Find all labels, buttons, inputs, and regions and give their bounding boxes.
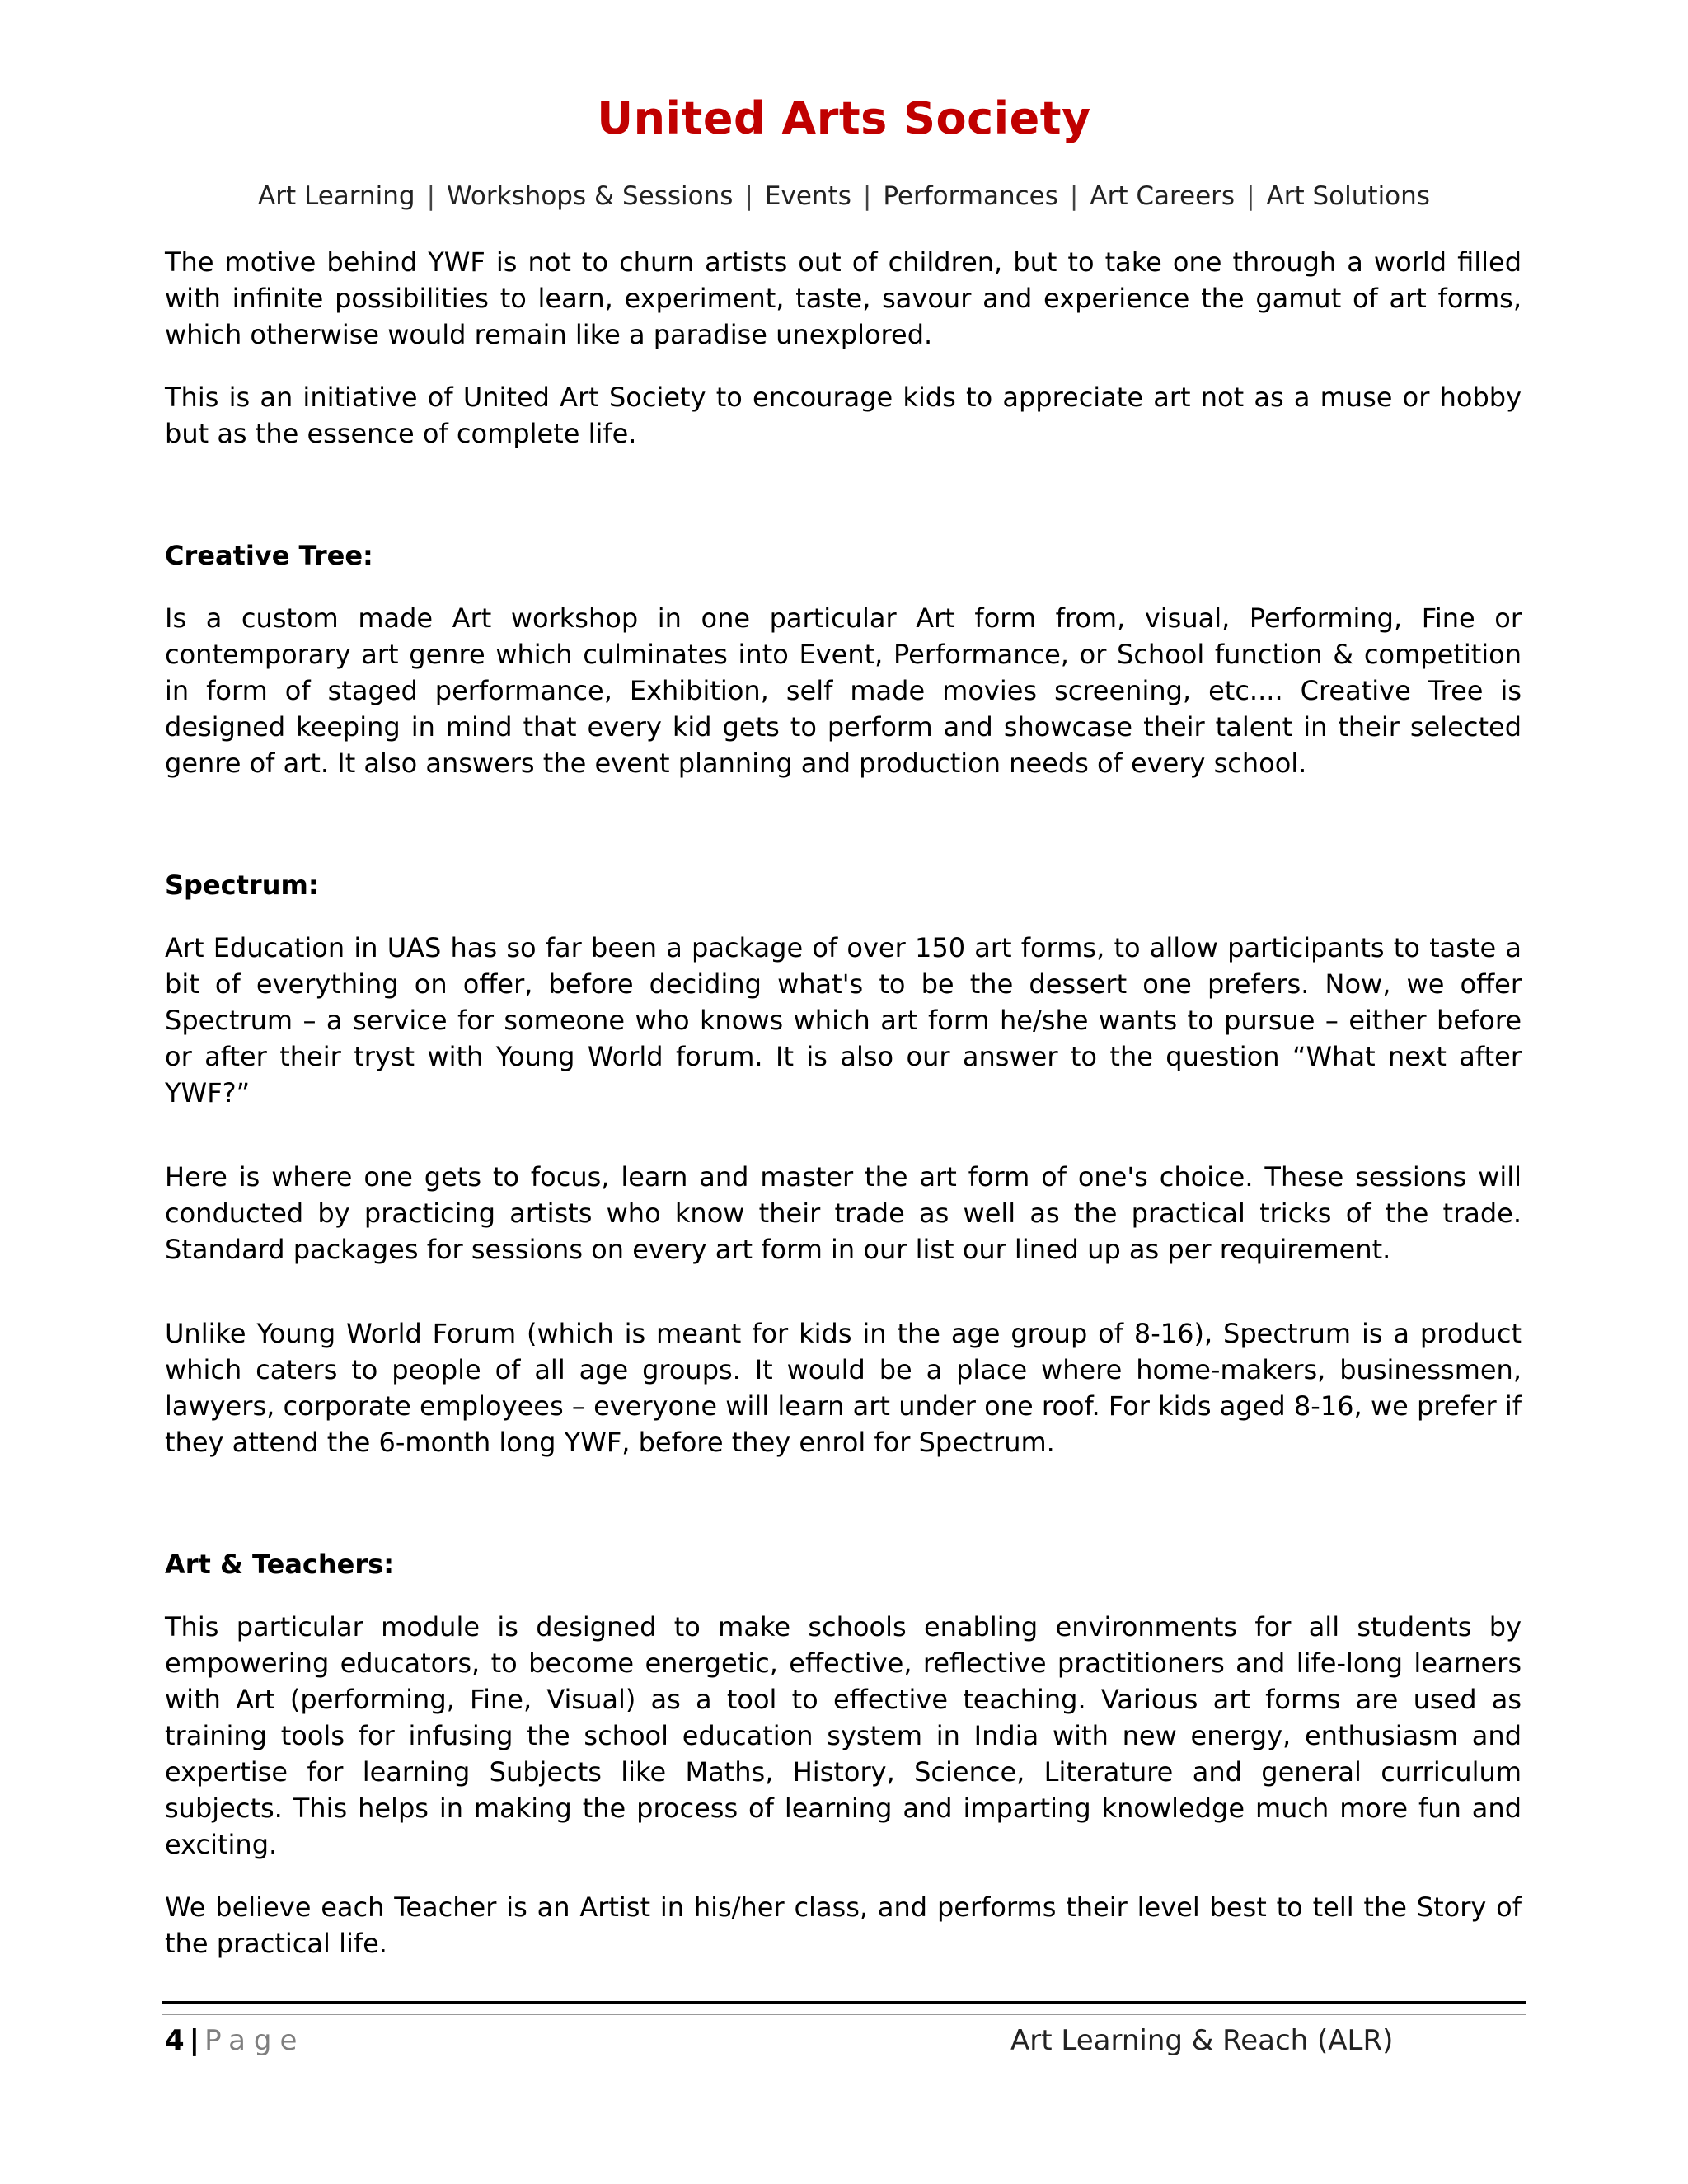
nav-item-workshops: Workshops & Sessions bbox=[447, 181, 734, 211]
nav-separator: | bbox=[862, 181, 872, 211]
nav-item-performances: Performances bbox=[883, 181, 1058, 211]
nav-item-art-careers: Art Careers bbox=[1090, 181, 1236, 211]
intro-paragraph-2: This is an initiative of United Art Society to encourage kids to appreciate art not as a muse or hobby but as the essence of complete life. bbox=[165, 382, 1522, 449]
art-teachers-paragraph-2: We believe each Teacher is an Artist in his/her class, and performs their level best to tell the Story of the practical life. bbox=[165, 1891, 1522, 1959]
creative-tree-heading: Creative Tree: bbox=[165, 540, 373, 571]
spectrum-paragraph-3: Unlike Young World Forum (which is meant for kids in the age group of 8-16), Spectrum is a product which caters to people of all age groups. It would be a place where home-makers, businessmen, lawyers, corporate employees – everyone will learn art under one roof. For kids aged 8-16, we prefer if they attend the 6-month long YWF, before they enrol for Spectrum. bbox=[165, 1318, 1522, 1458]
page-word: Page bbox=[204, 2024, 306, 2057]
nav-separator: | bbox=[1246, 181, 1255, 211]
spectrum-paragraph-1: Art Education in UAS has so far been a package of over 150 art forms, to allow participants to taste a bit of everything on offer, before deciding what's to be the dessert one prefers. Now, we offer Spectrum – a service for someone who knows which art form he/she wants to pursue – either before or after their tryst with Young World forum. It is also our answer to the question “What next after YWF?” bbox=[165, 932, 1522, 1108]
nav-item-art-solutions: Art Solutions bbox=[1266, 181, 1430, 211]
footer-document-title: Art Learning & Reach (ALR) bbox=[1010, 2024, 1394, 2057]
spectrum-heading: Spectrum: bbox=[165, 869, 319, 901]
nav-separator: | bbox=[426, 181, 436, 211]
intro-paragraph-1: The motive behind YWF is not to churn artists out of children, but to take one through a world filled with infinite possibilities to learn, experiment, taste, savour and experience the gamut of art forms, which otherwise would remain like a paradise unexplored. bbox=[165, 246, 1522, 350]
art-teachers-heading: Art & Teachers: bbox=[165, 1549, 394, 1580]
nav-item-art-learning: Art Learning bbox=[258, 181, 415, 211]
spectrum-paragraph-2: Here is where one gets to focus, learn and master the art form of one's choice. These sessions will conducted by practicing artists who know their trade as well as the practical tricks of the trade. Standard packages for sessions on every art form in our list our lined up as per requirement. bbox=[165, 1161, 1522, 1265]
page-title: United Arts Society bbox=[597, 92, 1091, 144]
document-body bbox=[165, 244, 1522, 1961]
nav-separator: | bbox=[744, 181, 753, 211]
footer-divider bbox=[162, 2001, 1526, 2004]
footer-divider-thin bbox=[162, 2014, 1526, 2015]
nav-separator: | bbox=[1069, 181, 1079, 211]
nav-item-events: Events bbox=[764, 181, 851, 211]
page-number: 4 bbox=[165, 2024, 185, 2057]
page-number-label bbox=[165, 2024, 305, 2057]
footer-bar: | bbox=[189, 2024, 200, 2057]
creative-tree-paragraph: Is a custom made Art workshop in one particular Art form from, visual, Performing, Fine or contemporary art genre which culminates into Event, Performance, or School function & competition in form of staged performance, Exhibition, self made movies screening, etc.... Creative Tree is designed keeping in mind that every kid gets to perform and showcase their talent in their selected genre of art. It also answers the event planning and production needs of every school. bbox=[165, 602, 1522, 779]
header-nav bbox=[0, 181, 1688, 211]
art-teachers-paragraph-1: This particular module is designed to make schools enabling environments for all students by empowering educators, to become energetic, effective, reflective practitioners and life-long learners with Art (performing, Fine, Visual) as a tool to effective teaching. Various art forms are used as training tools for infusing the school education system in India with new energy, enthusiasm and expertise for learning Subjects like Maths, History, Science, Literature and general curriculum subjects. This helps in making the process of learning and imparting knowledge much more fun and exciting. bbox=[165, 1611, 1522, 1860]
